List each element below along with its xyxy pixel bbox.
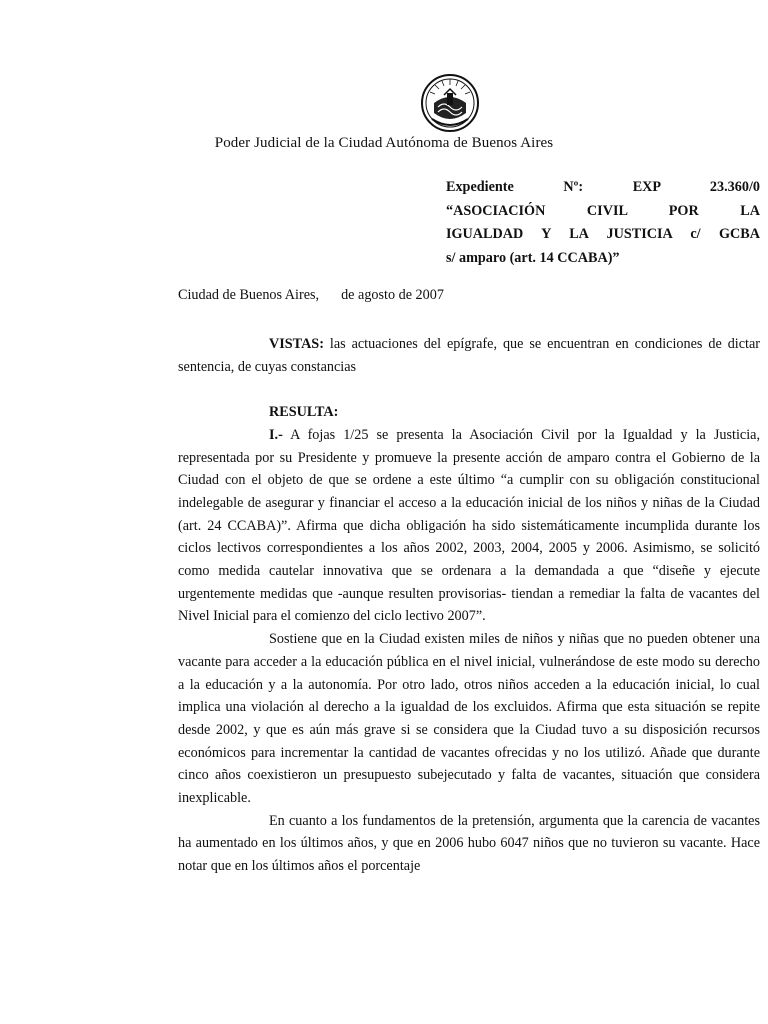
- vistas-text: las actuaciones del epígrafe, que se encuentran en condiciones de dictar sentencia, de cuyas constancias: [178, 336, 760, 375]
- case-caption: [446, 176, 760, 270]
- resulta-paragraph-1: [178, 424, 760, 628]
- coat-of-arms-seal-icon: [420, 73, 480, 133]
- date-place: Ciudad de Buenos Aires,: [178, 287, 320, 303]
- date-text: de agosto de 2007: [341, 287, 444, 303]
- document-body: [178, 333, 760, 878]
- resulta-paragraph-1-label: I.-: [269, 426, 283, 443]
- resulta-heading: RESULTA:: [269, 404, 339, 421]
- case-title-line-2: IGUALDAD Y LA JUSTICIA c/ GCBA: [446, 226, 760, 242]
- vistas-label: VISTAS:: [269, 336, 324, 352]
- case-file-number: Expediente Nº: EXP 23.360/0: [446, 179, 760, 195]
- resulta-paragraph-3: En cuanto a los fundamentos de la pretensión, argumenta que la carencia de vacantes ha aumentado en los últimos años, y que en 2006 hubo 6047 niños que no tuvieron su vacante. Hace notar que en los últimos años el porcentaje: [178, 812, 760, 875]
- court-header: Poder Judicial de la Ciudad Autónoma de Buenos Aires: [214, 135, 554, 151]
- resulta-paragraph-1-text: A fojas 1/25 se presenta la Asociación Civil por la Igualdad y la Justicia, representada por su Presidente y promueve la presente acción de amparo contra el Gobierno de la Ciudad con el objeto de que se ordene a este último “a cumplir con su obligación constitucional indelegable de asegurar y financiar el acceso a la educación inicial de los niños y niñas de la Ciudad (art. 24 CCABA)”. Afirma que dicha obligación ha sido sistemáticamente incumplida durante los ciclos lectivos correspondientes a los años 2002, 2003, 2004, 2005 y 2006. Asimismo, se solicitó como medida cautelar innovativa que se ordenara a la demandada a que “diseñe y ejecute urgentemente medidas que -aunque resulten provisorias- tiendan a remediar la falta de vacantes del Nivel Inicial para el comienzo del ciclo lectivo 2007”.: [178, 426, 760, 625]
- case-title-line-1: “ASOCIACIÓN CIVIL POR LA: [446, 202, 760, 219]
- vistas-paragraph: [178, 333, 760, 378]
- resulta-paragraph-2: Sostiene que en la Ciudad existen miles de niños y niñas que no pueden obtener una vacante para acceder a la educación pública en el nivel inicial, vulnerándose de este modo su derecho a la educación y a la autonomía. Por otro lado, otros niños acceden a la educación inicial, lo cual implica una violación al derecho a la igualdad de los excluidos. Afirma que esta situación se repite desde 2002, y que es aún más grave si se considera que la Ciudad tuvo a su disposición recursos económicos para incrementar la cantidad de vacantes ofrecidas y no los utilizó. Añade que durante cinco años coexistieron un presupuesto subejecutado y falta de vacantes, situación que considera inexplicable.: [178, 631, 760, 807]
- date-line: [178, 287, 444, 304]
- case-title-line-3: s/ amparo (art. 14 CCABA)”: [446, 249, 620, 266]
